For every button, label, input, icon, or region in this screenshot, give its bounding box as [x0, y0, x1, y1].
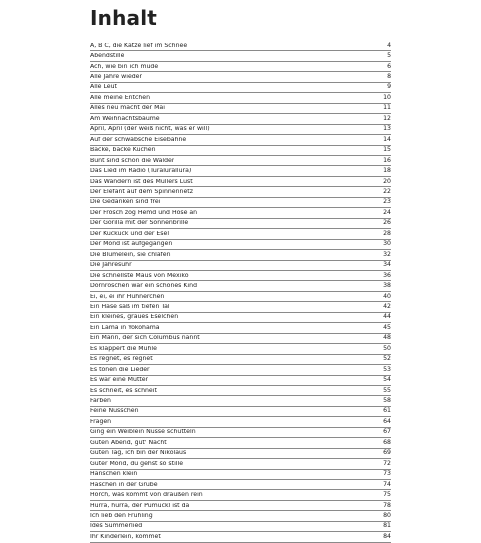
toc-entry: [90, 156, 391, 166]
toc-entry-page: 84: [383, 532, 391, 540]
toc-entry: [90, 261, 391, 271]
toc-entry-page: 36: [383, 271, 391, 279]
toc-entry: [90, 522, 391, 532]
toc-entry-title: Das Wandern ist des Müllers Lust: [90, 178, 193, 185]
toc-entry: [90, 334, 391, 344]
toc-entry-title: Farben: [90, 398, 111, 405]
toc-entry: [90, 41, 391, 51]
toc-entry-title: Der Mond ist aufgegangen: [90, 241, 173, 248]
toc-entry: [90, 344, 391, 354]
toc-entry: [90, 62, 391, 72]
toc-entry-page: 40: [383, 292, 391, 300]
toc-entry-page: 30: [383, 240, 391, 248]
toc-entry: [90, 93, 391, 103]
toc-entry: [90, 229, 391, 239]
toc-entry-page: 15: [383, 146, 391, 154]
toc-entry-title: Alles neu macht der Mai: [90, 105, 165, 112]
toc-entry: [90, 292, 391, 302]
toc-entry: [90, 532, 391, 542]
toc-entry-title: April, April (der weiß nicht, was er will): [90, 126, 210, 133]
toc-entry: [90, 407, 391, 417]
toc-entry-page: 26: [383, 219, 391, 227]
toc-entry-page: 58: [383, 397, 391, 405]
toc-entry-page: 16: [383, 156, 391, 164]
toc-entry-page: 81: [383, 522, 391, 530]
toc-entry-page: 55: [383, 386, 391, 394]
toc-entry: [90, 166, 391, 176]
toc-entry: [90, 104, 391, 114]
toc-entry-page: 13: [383, 125, 391, 133]
toc-entry-title: Guten Tag, ich bin der Nikolaus: [90, 450, 187, 457]
toc-entry: [90, 281, 391, 291]
toc-entry-title: Der Gorilla mit der Sonnenbrille: [90, 220, 189, 227]
toc-entry-page: 45: [383, 323, 391, 331]
toc-entry: [90, 501, 391, 511]
toc-entry-title: Horch, was kommt von draußen rein: [90, 492, 203, 499]
toc-entry: [90, 240, 391, 250]
toc-entry-title: Hurra, hurra, der Pumuckl ist da: [90, 502, 190, 509]
toc-entry-page: 22: [383, 187, 391, 195]
toc-entry-title: Backe, backe Kuchen: [90, 147, 156, 154]
toc-entry-title: Ei, ei, ei ihr Hühnerchen: [90, 293, 165, 300]
toc-entry-page: 28: [383, 229, 391, 237]
toc-entry-title: Es tönen die Lieder: [90, 366, 150, 373]
toc-entry-title: Ein Lama in Yokohama: [90, 324, 160, 331]
toc-entry: [90, 219, 391, 229]
toc-entry-page: 52: [383, 355, 391, 363]
toc-entry-title: Es regnet, es regnet: [90, 356, 153, 363]
toc-entry-page: 69: [383, 449, 391, 457]
toc-entry-title: Ich lieb den Frühling: [90, 513, 153, 520]
toc-entry-title: Es war eine Mutter: [90, 377, 149, 384]
toc-entry-title: Am Weihnachtsbaume: [90, 115, 160, 122]
toc-entry: [90, 365, 391, 375]
toc-entry-title: Guter Mond, du gehst so stille: [90, 460, 184, 467]
toc-entry: [90, 250, 391, 260]
toc-entry: [90, 480, 391, 490]
toc-entry: [90, 135, 391, 145]
toc-entry-title: Alle Leut: [90, 84, 117, 91]
toc-entry: [90, 459, 391, 469]
toc-entry-page: 34: [383, 261, 391, 269]
toc-entry: [90, 417, 391, 427]
toc-entry-title: Die Jahresuhr: [90, 262, 132, 269]
toc-entry-page: 67: [383, 428, 391, 436]
toc-entry-page: 12: [383, 114, 391, 122]
toc-entry: [90, 313, 391, 323]
toc-entry-title: Ging ein Weiblein Nüsse schütteln: [90, 429, 196, 436]
toc-entry-title: Feine Nüsschen: [90, 408, 139, 415]
toc-entry: [90, 271, 391, 281]
toc-entry-page: 64: [383, 417, 391, 425]
toc-entry: [90, 302, 391, 312]
toc-entry-title: Der Kuckuck und der Esel: [90, 230, 170, 237]
toc-entry-title: Der Elefant auf dem Spinnennetz: [90, 188, 193, 195]
toc-entry-page: 24: [383, 208, 391, 216]
toc-entry-title: A, B C, die Katze lief im Schnee: [90, 42, 188, 49]
toc-entry-page: 6: [387, 62, 391, 70]
toc-entry-page: 8: [387, 72, 391, 80]
toc-entry: [90, 72, 391, 82]
toc-entry-title: Hänschen klein: [90, 471, 138, 478]
toc-entry-page: 73: [383, 470, 391, 478]
toc-entry-page: 5: [387, 52, 391, 60]
toc-entry-title: Die schnellste Maus von Mexiko: [90, 272, 189, 279]
page-title: Inhalt: [90, 6, 158, 30]
toc-entry: [90, 470, 391, 480]
toc-entry-page: 53: [383, 365, 391, 373]
toc-entry: [90, 83, 391, 93]
toc-entry-title: Guten Abend, gut' Nacht: [90, 439, 167, 446]
toc-entry-page: 68: [383, 438, 391, 446]
toc-entry-page: 50: [383, 344, 391, 352]
toc-entry-title: Ihr Kinderlein, kommet: [90, 533, 161, 540]
toc-entry-title: Bunt sind schon die Wälder: [90, 157, 175, 164]
toc-entry-title: Ein Hase saß im tiefen Tal: [90, 303, 170, 310]
toc-entry: [90, 146, 391, 156]
toc-entry-title: Die Blümelein, sie chlafen: [90, 251, 171, 258]
toc-entry: [90, 355, 391, 365]
toc-entry: [90, 208, 391, 218]
toc-entry-title: Dornröschen war ein schönes Kind: [90, 283, 197, 290]
toc-entry-title: Das Lied im Radio (Turalurallura): [90, 168, 192, 175]
toc-entry: [90, 438, 391, 448]
toc-entry-title: Es klappert die Mühle: [90, 345, 157, 352]
toc-entry-title: Fragen: [90, 418, 112, 425]
toc-entry-title: Ein kleines, graues Eselchen: [90, 314, 179, 321]
toc-entry-page: 14: [383, 135, 391, 143]
toc-entry-title: Alle meine Entchen: [90, 94, 151, 101]
toc-entry-title: Ein Mann, der sich Columbus nannt: [90, 335, 200, 342]
toc-entry-page: 61: [383, 407, 391, 415]
toc-entry-page: 9: [387, 83, 391, 91]
toc-entry-page: 75: [383, 491, 391, 499]
toc-entry-title: Häschen in der Grube: [90, 481, 158, 488]
toc-entry-page: 18: [383, 167, 391, 175]
toc-entry-page: 78: [383, 501, 391, 509]
toc-entry: [90, 449, 391, 459]
toc-entry-page: 54: [383, 376, 391, 384]
toc-entry: [90, 376, 391, 386]
toc-entry-title: Auf der schwäbsche Eisebahne: [90, 136, 187, 143]
toc-entry-page: 44: [383, 313, 391, 321]
toc-entry: [90, 198, 391, 208]
toc-entry: [90, 187, 391, 197]
toc-entry-page: 42: [383, 302, 391, 310]
toc-entry-page: 74: [383, 480, 391, 488]
toc-entry-title: Alle Jahre wieder: [90, 73, 143, 80]
toc-entry-page: 23: [383, 198, 391, 206]
toc-entry-page: 10: [383, 93, 391, 101]
toc-entry: [90, 323, 391, 333]
toc-entry: [90, 386, 391, 396]
toc-entry: [90, 428, 391, 438]
toc-entry-title: Ach, wie bin ich müde: [90, 63, 159, 70]
toc-entry: [90, 511, 391, 521]
toc-entry-title: Der Frosch zog Hemd und Hose an: [90, 209, 198, 216]
toc-list: [90, 41, 391, 543]
toc-entry: [90, 490, 391, 500]
toc-entry: [90, 396, 391, 406]
toc-entry-page: 4: [387, 41, 391, 49]
toc-entry: [90, 51, 391, 61]
toc-entry-page: 11: [383, 104, 391, 112]
toc-entry-page: 80: [383, 512, 391, 520]
toc-entry-title: Die Gedanken sind frei: [90, 199, 161, 206]
toc-entry-page: 38: [383, 282, 391, 290]
toc-entry-title: Es schneit, es schneit: [90, 387, 157, 394]
toc-entry-page: 48: [383, 334, 391, 342]
toc-entry-page: 72: [383, 459, 391, 467]
toc-entry-page: 32: [383, 250, 391, 258]
toc-entry-title: Ides Summerlied: [90, 523, 143, 530]
toc-entry-title: Abendstille: [90, 53, 125, 60]
toc-entry: [90, 125, 391, 135]
toc-entry: [90, 114, 391, 124]
toc-entry-page: 20: [383, 177, 391, 185]
toc-entry: [90, 177, 391, 187]
